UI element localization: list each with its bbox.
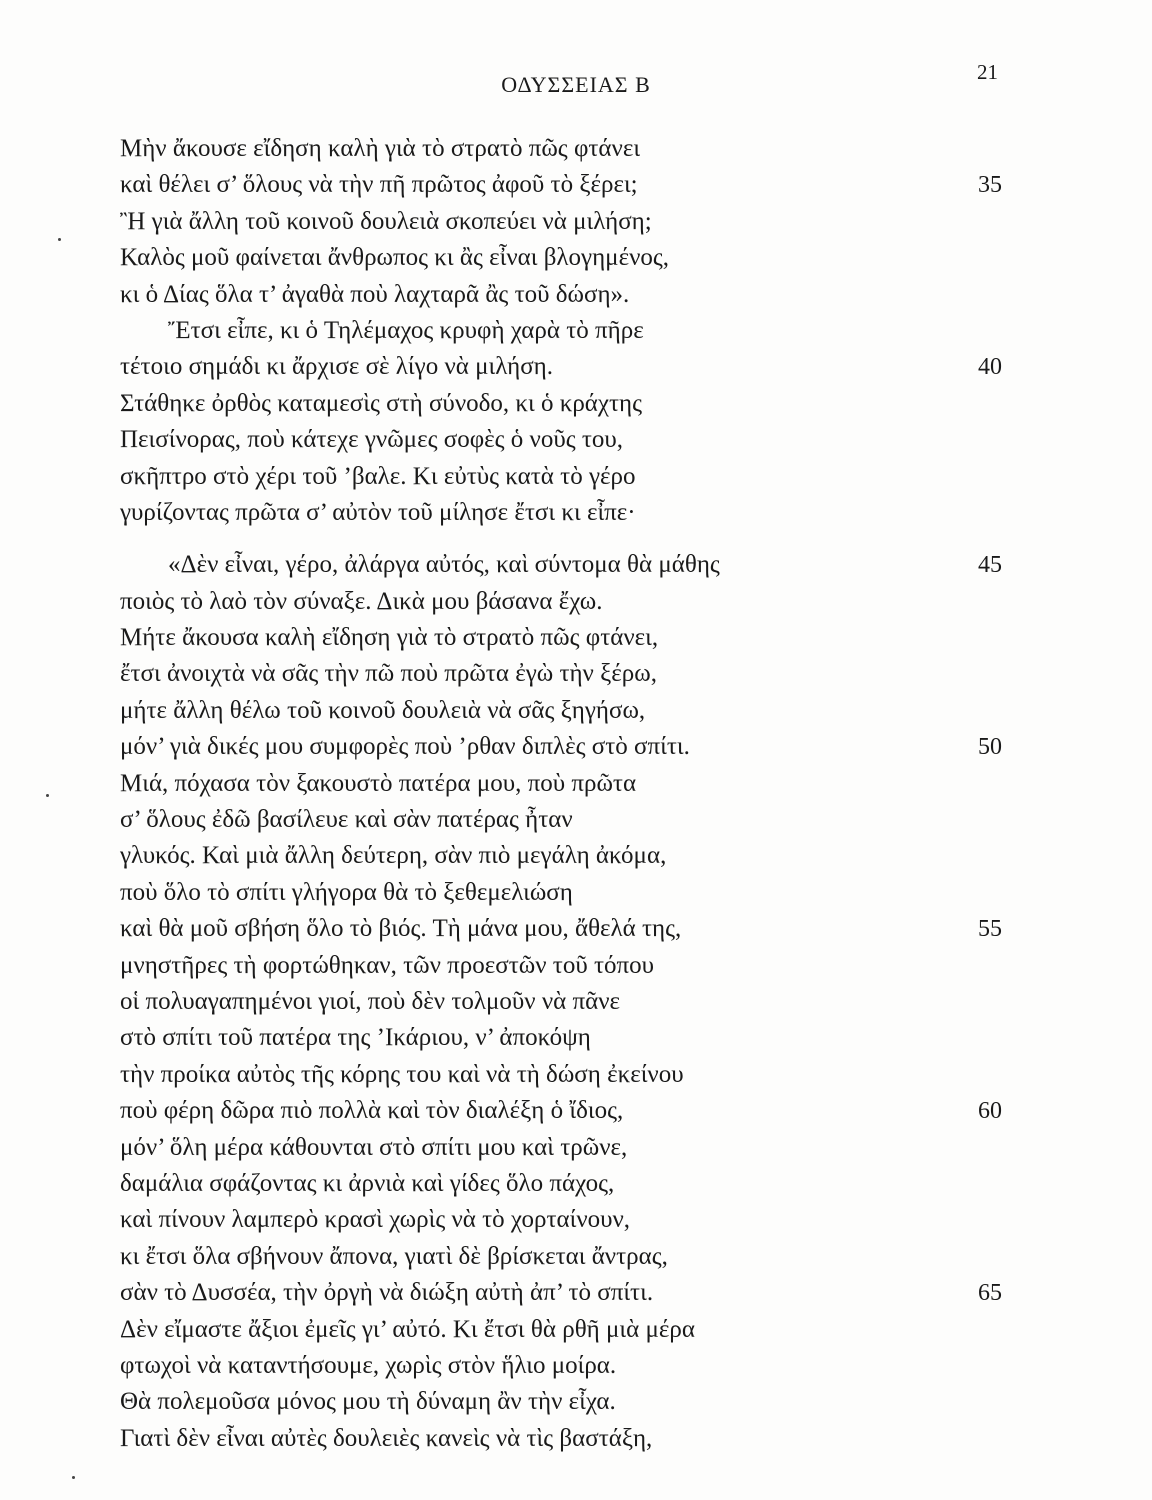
verse-line <box>0 584 1152 620</box>
verse-line <box>0 1166 1152 1202</box>
verse-line <box>0 495 1152 531</box>
line-number: 40 <box>978 354 1002 381</box>
verse-text: σὰν τὸ Δυσσέα, τὴν ὀργὴ νὰ διώξη αὐτὴ ἀπ’ τὸ σπίτι. <box>120 1279 654 1307</box>
verse-text: Δὲν εἴμαστε ἄξιοι ἐμεῖς γι’ αὐτό. Κι ἔτσι θὰ ρθῆ μιὰ μέρα <box>120 1315 695 1343</box>
verse-text: μνηστῆρες τὴ φορτώθηκαν, τῶν προεστῶν τοῦ τόπου <box>120 951 655 979</box>
verse-text: καὶ θὰ μοῦ σβήση ὅλο τὸ βιός. Τὴ μάνα μου, ἄθελά της, <box>120 915 682 943</box>
verse-line <box>0 547 1152 583</box>
line-number: 65 <box>978 1280 1002 1307</box>
scan-speck <box>58 238 61 241</box>
verse-line <box>0 1202 1152 1238</box>
running-head: ΟΔΥΣΣΕΙΑΣ Β <box>501 72 651 97</box>
verse-line <box>0 131 1152 167</box>
verse-block <box>0 131 1152 1457</box>
verse-line <box>0 693 1152 729</box>
line-number: 35 <box>978 172 1002 199</box>
verse-line <box>0 1275 1152 1311</box>
verse-text: καὶ πίνουν λαμπερὸ κρασὶ χωρὶς νὰ τὸ χορταίνουν, <box>120 1206 631 1234</box>
verse-text: ποιὸς τὸ λαὸ τὸν σύναξε. Δικὰ μου βάσανα ἔχω. <box>120 587 603 615</box>
verse-text: φτωχοὶ νὰ καταντήσουμε, χωρὶς στὸν ἥλιο μοίρα. <box>120 1351 617 1379</box>
verse-line <box>0 948 1152 984</box>
verse-text: γλυκός. Καὶ μιὰ ἄλλη δεύτερη, σὰν πιὸ μεγάλη ἀκόμα, <box>120 842 667 870</box>
verse-line <box>0 422 1152 458</box>
verse-text: ἔτσι ἀνοιχτὰ νὰ σᾶς τὴν πῶ ποὺ πρῶτα ἐγὼ τὴν ξέρω, <box>120 660 657 688</box>
verse-line <box>0 1093 1152 1129</box>
verse-text: Μήτε ἄκουσα καλὴ εἴδηση γιὰ τὸ στρατὸ πῶς φτάνει, <box>120 624 659 652</box>
verse-text: Μιά, πόχασα τὸν ξακουστὸ πατέρα μου, ποὺ πρῶτα <box>120 769 637 797</box>
verse-text: «Δὲν εἶναι, γέρο, ἀλάργα αὐτός, καὶ σύντομα θὰ μάθης <box>168 551 720 579</box>
verse-text: μόν’ γιὰ δικές μου συμφορὲς ποὺ ’ρθαν διπλὲς στὸ σπίτι. <box>120 733 690 761</box>
line-number: 45 <box>978 552 1002 579</box>
verse-text: σκῆπτρο στὸ χέρι τοῦ ’βαλε. Κι εὐτὺς κατὰ τὸ γέρο <box>120 462 636 490</box>
verse-line <box>0 620 1152 656</box>
scan-speck <box>72 1476 75 1479</box>
verse-line <box>0 911 1152 947</box>
verse-line <box>0 1130 1152 1166</box>
page-number: 21 <box>977 60 998 84</box>
verse-text: ποὺ ὅλο τὸ σπίτι γλήγορα θὰ τὸ ξεθεμελιώση <box>120 878 573 906</box>
verse-text: κι ὁ Δίας ὅλα τ’ ἀγαθὰ ποὺ λαχταρᾶ ἂς τοῦ δώση». <box>120 280 630 308</box>
verse-text: Ἔτσι εἶπε, κι ὁ Τηλέμαχος κρυφὴ χαρὰ τὸ πῆρε <box>168 316 644 344</box>
verse-line <box>0 984 1152 1020</box>
verse-text: Θὰ πολεμοῦσα μόνος μου τὴ δύναμη ἂν τὴν εἶχα. <box>120 1388 616 1416</box>
verse-line <box>0 1384 1152 1420</box>
verse-line <box>0 766 1152 802</box>
verse-line <box>0 1057 1152 1093</box>
verse-text: κι ἔτσι ὅλα σβήνουν ἄπονα, γιατὶ δὲ βρίσκεται ἄντρας, <box>120 1242 668 1270</box>
verse-text: Καλὸς μοῦ φαίνεται ἄνθρωπος κι ἂς εἶναι βλογημένος, <box>120 244 670 272</box>
verse-text: καὶ θέλει σ’ ὅλους νὰ τὴν πῆ πρῶτος ἀφοῦ τὸ ξέρει; <box>120 171 638 199</box>
verse-line <box>0 1020 1152 1056</box>
verse-line <box>0 1348 1152 1384</box>
line-number: 50 <box>978 734 1002 761</box>
verse-text: μόν’ ὅλη μέρα κάθουνται στὸ σπίτι μου καὶ τρῶνε, <box>120 1133 628 1161</box>
verse-line <box>0 802 1152 838</box>
verse-line <box>0 1239 1152 1275</box>
verse-line <box>0 277 1152 313</box>
verse-line <box>0 386 1152 422</box>
line-number: 60 <box>978 1098 1002 1125</box>
verse-text: στὸ σπίτι τοῦ πατέρα της ’Ικάριου, ν’ ἀποκόψη <box>120 1024 591 1052</box>
verse-text: μήτε ἄλλη θέλω τοῦ κοινοῦ δουλειὰ νὰ σᾶς ξηγήσω, <box>120 696 646 724</box>
verse-line <box>0 729 1152 765</box>
line-number: 55 <box>978 916 1002 943</box>
verse-line <box>0 349 1152 385</box>
verse-line <box>0 838 1152 874</box>
verse-text: γυρίζοντας πρῶτα σ’ αὐτὸν τοῦ μίλησε ἔτσι κι εἶπε· <box>120 498 636 526</box>
verse-text: οἱ πολυαγαπημένοι γιοί, ποὺ δὲν τολμοῦν νὰ πᾶνε <box>120 987 621 1015</box>
verse-line <box>0 313 1152 349</box>
verse-text: Στάθηκε ὀρθὸς καταμεσὶς στὴ σύνοδο, κι ὁ κράχτης <box>120 389 643 417</box>
verse-line <box>0 459 1152 495</box>
verse-line <box>0 167 1152 203</box>
verse-text: Ἢ γιὰ ἄλλη τοῦ κοινοῦ δουλειὰ σκοπεύει νὰ μιλήση; <box>120 207 652 235</box>
verse-line <box>0 1312 1152 1348</box>
verse-line <box>0 656 1152 692</box>
verse-text: ποὺ φέρη δῶρα πιὸ πολλὰ καὶ τὸν διαλέξη ὁ ἴδιος, <box>120 1097 624 1125</box>
verse-text: τέτοιο σημάδι κι ἄρχισε σὲ λίγο νὰ μιλήση. <box>120 353 553 381</box>
verse-line <box>0 204 1152 240</box>
verse-text: σ’ ὅλους ἐδῶ βασίλευε καὶ σὰν πατέρας ἦταν <box>120 806 573 834</box>
verse-text: Πεισίνορας, ποὺ κάτεχε γνῶμες σοφὲς ὁ νοῦς του, <box>120 426 624 454</box>
verse-line <box>0 875 1152 911</box>
verse-text: Γιατὶ δὲν εἶναι αὐτὲς δουλειὲς κανεὶς νὰ τὶς βαστάξη, <box>120 1424 653 1452</box>
verse-line <box>0 1421 1152 1457</box>
verse-text: τὴν προίκα αὐτὸς τῆς κόρης του καὶ νὰ τὴ δώση ἐκείνου <box>120 1060 684 1088</box>
verse-text: δαμάλια σφάζοντας κι ἀρνιὰ καὶ γίδες ὅλο πάχος, <box>120 1169 615 1197</box>
scan-speck <box>46 794 49 797</box>
verse-text: Μὴν ἄκουσε εἴδηση καλὴ γιὰ τὸ στρατὸ πῶς φτάνει <box>120 135 641 162</box>
verse-line <box>0 240 1152 276</box>
